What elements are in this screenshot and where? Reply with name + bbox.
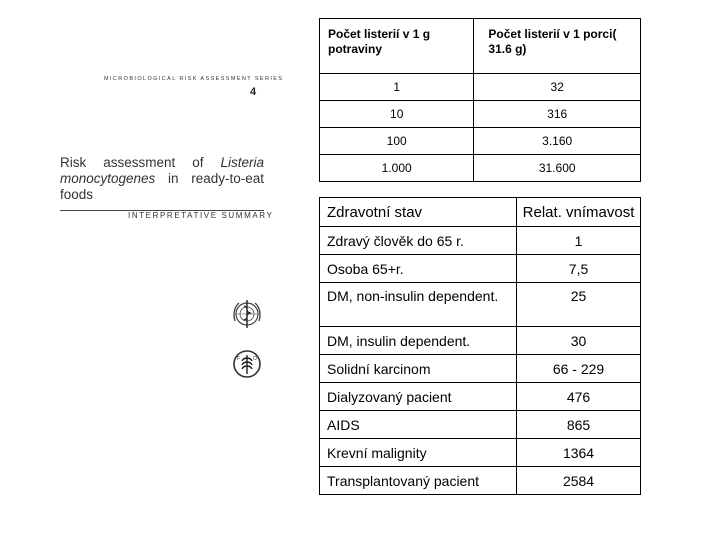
table-row (320, 128, 641, 155)
title-word: of (192, 155, 204, 170)
table-row (320, 283, 641, 327)
table-header-row (320, 198, 641, 227)
header-cell: Zdravotní stav (320, 198, 517, 227)
table-cell: 1 (517, 227, 641, 255)
who-emblem-icon (231, 297, 263, 333)
table-row (320, 411, 641, 439)
table-row (320, 439, 641, 467)
table-cell: Zdravý člověk do 65 r. (320, 227, 517, 255)
table-row (320, 74, 641, 101)
table-row (320, 101, 641, 128)
table-cell: 32 (474, 74, 641, 101)
table-row (320, 327, 641, 355)
fao-emblem-icon (231, 346, 263, 382)
title-word: ready-to-eat (191, 171, 264, 186)
series-number: 4 (250, 86, 257, 98)
svg-text:F: F (237, 356, 241, 362)
series-label: MICROBIOLOGICAL RISK ASSESSMENT SERIES (104, 76, 284, 82)
table-cell: 865 (517, 411, 641, 439)
table-header-row (320, 19, 641, 74)
title-word: monocytogenes (60, 171, 156, 186)
header-cell: Relat. vnímavost (517, 198, 641, 227)
table-cell: Solidní karcinom (320, 355, 517, 383)
table-row (320, 255, 641, 283)
table-cell: 25 (517, 283, 641, 327)
table-cell: 1364 (517, 439, 641, 467)
title-word: Risk (60, 155, 87, 170)
table-cell: Dialyzovaný pacient (320, 383, 517, 411)
title-word: foods (60, 187, 94, 202)
table-cell: 2584 (517, 467, 641, 495)
table-cell: 66 - 229 (517, 355, 641, 383)
report-cover (0, 60, 284, 480)
table-cell: 1 (320, 74, 474, 101)
table-cell: DM, non-insulin dependent. (320, 283, 517, 327)
cover-title (60, 155, 264, 203)
table-row (320, 355, 641, 383)
table-cell: 10 (320, 101, 474, 128)
table-row (320, 467, 641, 495)
table-cell: AIDS (320, 411, 517, 439)
header-cell: Počet listerií v 1 g potraviny (320, 19, 474, 74)
table-row (320, 155, 641, 182)
title-word: Listeria (220, 155, 264, 170)
table-cell: 100 (320, 128, 474, 155)
svg-text:O: O (253, 356, 257, 362)
table-cell: 316 (474, 101, 641, 128)
table-cell: 476 (517, 383, 641, 411)
table-cell: 31.600 (474, 155, 641, 182)
table-cell: Transplantovaný pacient (320, 467, 517, 495)
title-word: in (168, 171, 179, 186)
header-cell: Počet listerií v 1 porci( 31.6 g) (474, 19, 641, 74)
table-cell: Osoba 65+r. (320, 255, 517, 283)
table-cell: 7,5 (517, 255, 641, 283)
cover-subtitle: INTERPRETATIVE SUMMARY (128, 211, 274, 220)
table-cell: 1.000 (320, 155, 474, 182)
table-row (320, 383, 641, 411)
dose-table (319, 18, 641, 182)
table-cell: DM, insulin dependent. (320, 327, 517, 355)
title-word: assessment (103, 155, 176, 170)
susceptibility-table (319, 197, 641, 495)
table-row (320, 227, 641, 255)
table-cell: 30 (517, 327, 641, 355)
table-cell: 3.160 (474, 128, 641, 155)
table-cell: Krevní malignity (320, 439, 517, 467)
